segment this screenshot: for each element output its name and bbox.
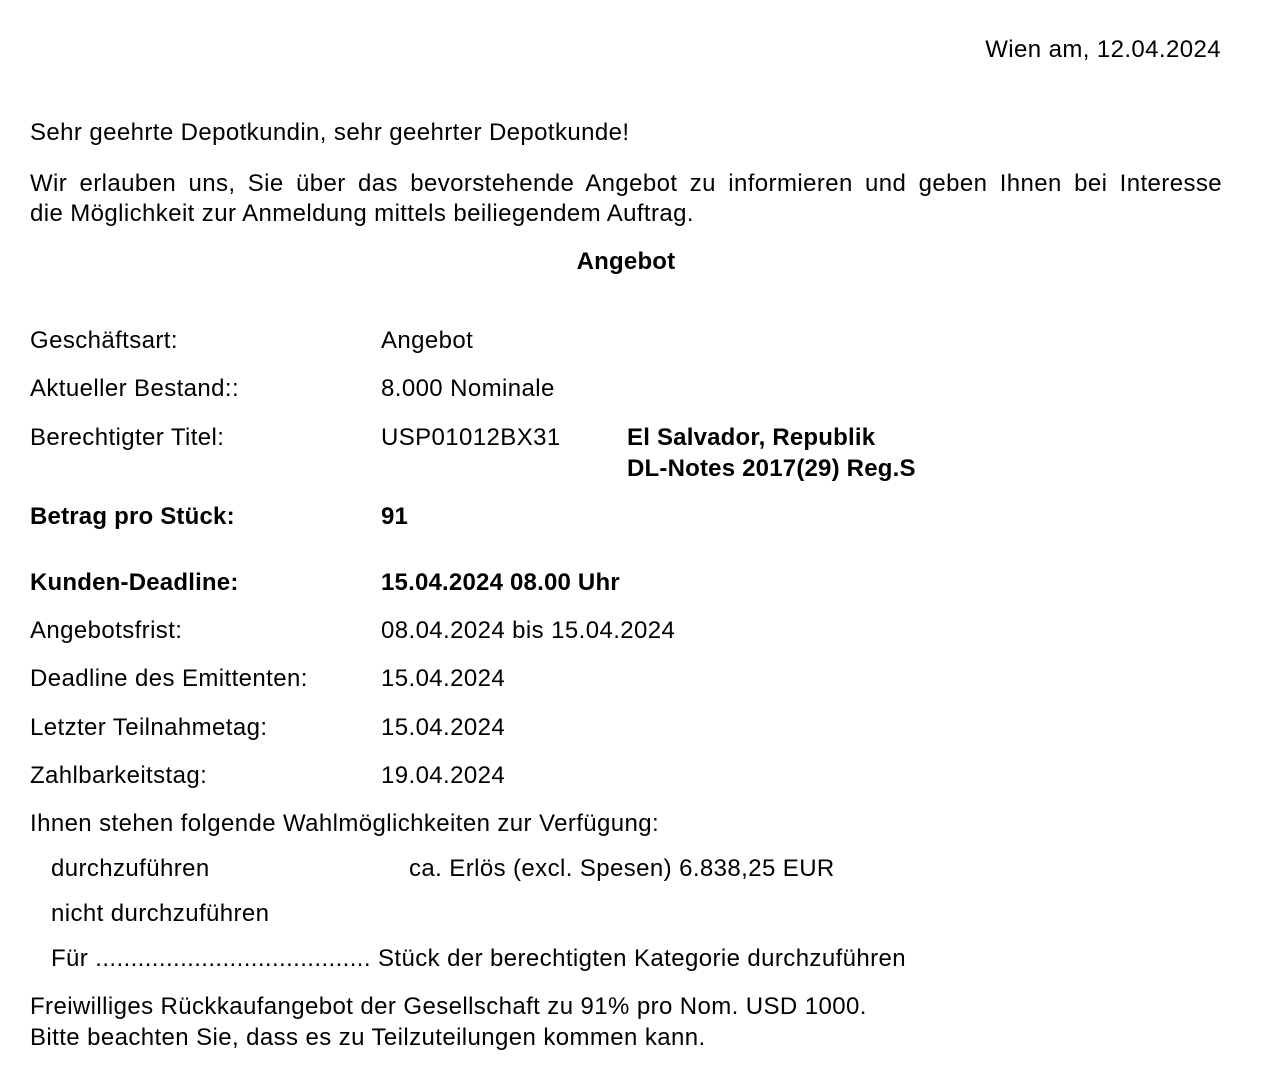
teilnahmetag-label: Letzter Teilnahmetag:: [30, 714, 268, 741]
betrag-value: 91: [381, 503, 409, 530]
note-teilzuteilung: Bitte beachten Sie, dass es zu Teilzuteilungen kommen kann.: [30, 1024, 706, 1051]
option-partial-quantity[interactable]: Für ....................................... Stück der berechtigten Kategorie durchzuführen: [51, 945, 907, 972]
option-nicht-durchfuehren[interactable]: nicht durchzuführen: [51, 900, 270, 927]
betrag-label: Betrag pro Stück:: [30, 503, 235, 530]
emittent-deadline-value: 15.04.2024: [381, 665, 506, 692]
titel-name-line-1: El Salvador, Republik: [627, 424, 876, 451]
option-durchfuehren-proceeds: ca. Erlös (excl. Spesen) 6.838,25 EUR: [409, 855, 835, 882]
letter-date: Wien am, 12.04.2024: [985, 36, 1221, 63]
emittent-deadline-label: Deadline des Emittenten:: [30, 665, 308, 692]
intro-paragraph: [30, 169, 1222, 229]
kunden-deadline-value: 15.04.2024 08.00 Uhr: [381, 569, 620, 596]
salutation: Sehr geehrte Depotkundin, sehr geehrter Depotkunde!: [30, 119, 630, 146]
teilnahmetag-value: 15.04.2024: [381, 714, 506, 741]
section-heading: Angebot: [576, 248, 676, 275]
geschaeftsart-value: Angebot: [381, 327, 474, 354]
titel-label: Berechtigter Titel:: [30, 424, 225, 451]
choices-intro: Ihnen stehen folgende Wahlmöglichkeiten zur Verfügung:: [30, 810, 660, 837]
bestand-value: 8.000 Nominale: [381, 375, 555, 402]
zahlbarkeitstag-value: 19.04.2024: [381, 762, 506, 789]
intro-line-2: die Möglichkeit zur Anmeldung mittels beiliegendem Auftrag.: [30, 200, 694, 227]
note-rueckkaufangebot: Freiwilliges Rückkaufangebot der Gesellschaft zu 91% pro Nom. USD 1000.: [30, 993, 867, 1020]
option-durchfuehren[interactable]: durchzuführen: [51, 855, 210, 882]
kunden-deadline-label: Kunden-Deadline:: [30, 569, 239, 596]
intro-line-1: Wir erlauben uns, Sie über das bevorstehende Angebot zu informieren und geben Ihnen bei Interesse: [30, 170, 1222, 197]
zahlbarkeitstag-label: Zahlbarkeitstag:: [30, 762, 208, 789]
titel-isin: USP01012BX31: [381, 424, 561, 451]
angebotsfrist-label: Angebotsfrist:: [30, 617, 183, 644]
angebotsfrist-value: 08.04.2024 bis 15.04.2024: [381, 617, 676, 644]
bestand-label: Aktueller Bestand::: [30, 375, 240, 402]
geschaeftsart-label: Geschäftsart:: [30, 327, 178, 354]
titel-name-line-2: DL-Notes 2017(29) Reg.S: [627, 455, 916, 482]
